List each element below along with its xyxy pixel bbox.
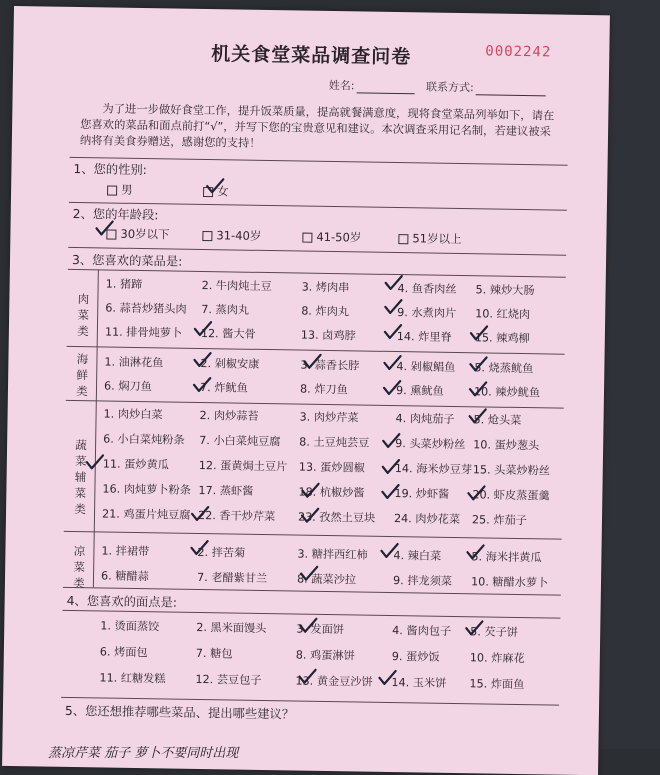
option-item[interactable]: 3. 发面饼: [296, 622, 345, 637]
q5-label: 5、您还想推荐哪些菜品、提出哪些建议？: [64, 703, 295, 722]
q4-label: 4、您喜欢的面点是:: [66, 593, 178, 610]
check-mark-icon: [464, 619, 484, 637]
option-item[interactable]: 5. 芡子饼: [470, 625, 519, 639]
option-item[interactable]: 13. 黄金豆沙饼: [295, 674, 373, 689]
option-item[interactable]: 3. 糖拌西红柿: [297, 547, 368, 562]
option-item[interactable]: 11. 排骨炖萝卜: [104, 325, 183, 340]
check-mark-icon: [205, 177, 225, 195]
contact-line: [329, 77, 554, 97]
option-item[interactable]: 6. 小白菜炖粉条: [103, 432, 185, 447]
option-item[interactable]: 21. 鸡蛋片炖豆腐: [101, 507, 191, 522]
option-item[interactable]: 6. 蒜苔炒猪头肉: [105, 301, 187, 316]
check-mark-icon: [381, 458, 401, 476]
option-item[interactable]: 4. 酱肉包子: [392, 624, 452, 638]
option-item[interactable]: 8. 蔬菜沙拉: [296, 572, 357, 587]
option-item[interactable]: 25. 炸茄子: [471, 513, 528, 528]
option-item[interactable]: 5. 炝头菜: [473, 413, 522, 428]
option-item[interactable]: 13. 卤鸡脖: [300, 328, 356, 343]
option-item[interactable]: 4. 辣白菜: [393, 549, 442, 563]
option-item[interactable]: 4. 剁椒鲳鱼: [396, 360, 456, 374]
option-item[interactable]: 24. 肉炒花菜: [393, 512, 461, 527]
q2-option-4[interactable]: 51岁以上: [398, 230, 461, 247]
check-mark-icon: [192, 351, 212, 369]
option-item[interactable]: 9. 蛋炒饭: [391, 650, 440, 664]
option-item[interactable]: 4. 肉炖茄子: [395, 412, 455, 426]
option-item[interactable]: 14. 炸里脊: [396, 330, 452, 344]
serial-number: 0002242: [485, 43, 552, 61]
category-vegetables: 蔬菜辅菜类: [74, 438, 87, 517]
check-mark-icon: [302, 353, 322, 371]
survey-paper: [2, 6, 610, 775]
option-item[interactable]: 5. 海米拌黄瓜: [471, 550, 542, 565]
q2-option-1[interactable]: 30岁以下: [106, 225, 169, 242]
option-item[interactable]: 9. 水煮肉片: [397, 306, 457, 320]
option-item[interactable]: 8. 土豆炖芸豆: [299, 435, 370, 450]
q1-option-female[interactable]: 女: [203, 183, 229, 199]
check-mark-icon: [189, 539, 209, 557]
check-mark-icon: [300, 507, 320, 525]
option-item[interactable]: 10. 糖醋水萝卜: [470, 575, 549, 590]
checkbox[interactable]: [302, 232, 312, 242]
option-item[interactable]: 3. 肉炒芹菜: [299, 410, 359, 425]
check-mark-icon: [300, 482, 320, 500]
option-item[interactable]: 16. 肉炖萝卜粉条: [102, 482, 192, 497]
option-item[interactable]: 7. 炸鱿鱼: [199, 380, 248, 395]
check-mark-icon: [382, 379, 402, 397]
option-item[interactable]: 7. 糖包: [195, 646, 233, 661]
option-item[interactable]: 17. 蒸虾酱: [198, 483, 254, 498]
option-item[interactable]: 12. 蛋黄焗土豆片: [198, 458, 288, 474]
option-item[interactable]: 1. 猪蹄: [105, 277, 143, 292]
option-item[interactable]: 1. 烫面蒸饺: [100, 619, 160, 634]
option-item[interactable]: 14. 玉米饼: [391, 676, 447, 690]
check-mark-icon: [379, 542, 399, 560]
check-mark-icon: [382, 354, 402, 372]
form-title: 机关食堂菜品调查问卷: [211, 43, 412, 69]
option-item[interactable]: 9. 熏鱿鱼: [395, 384, 444, 398]
option-item[interactable]: 22. 香干炒芹菜: [197, 508, 276, 524]
option-item[interactable]: 13. 蛋炒圆椒: [298, 460, 365, 475]
option-item[interactable]: 3. 烤肉串: [301, 280, 350, 295]
check-mark-icon: [192, 376, 212, 394]
option-item[interactable]: 20. 虾皮蒸蛋羹: [472, 488, 550, 503]
option-item[interactable]: 9. 头菜炒粉丝: [395, 437, 466, 452]
check-mark-icon: [383, 298, 403, 316]
option-item[interactable]: 10. 蛋炒葱头: [473, 438, 540, 453]
q1-label: 1、您的性别:: [73, 161, 148, 178]
option-item[interactable]: 19. 炒虾酱: [394, 487, 450, 501]
option-item[interactable]: 7. 老醋紫甘兰: [196, 570, 268, 586]
check-mark-icon: [468, 355, 488, 373]
check-mark-icon: [190, 505, 210, 523]
option-item[interactable]: 1. 油淋花鱼: [104, 355, 164, 370]
category-seafood: 海鲜类: [76, 352, 89, 399]
q2-option-2[interactable]: 31-40岁: [202, 227, 261, 244]
option-item[interactable]: 2. 肉炒蒜苔: [199, 408, 259, 423]
check-mark-icon: [380, 483, 400, 501]
option-item[interactable]: 12. 芸豆包子: [195, 672, 262, 687]
option-item[interactable]: 11. 红糖发糕: [99, 671, 166, 686]
option-item[interactable]: 12. 酱大骨: [200, 326, 256, 341]
check-mark-icon: [465, 543, 485, 561]
category-meat: 肉菜类: [77, 292, 90, 339]
contact-field[interactable]: [476, 94, 546, 96]
check-mark-icon: [299, 565, 319, 583]
q5-handwritten-answer[interactable]: 蒸凉芹菜 茄子 萝卜不要同时出现: [48, 746, 239, 761]
check-mark-icon: [85, 453, 105, 471]
option-item[interactable]: 15. 辣鸡柳: [474, 331, 530, 346]
check-mark-icon: [94, 219, 114, 237]
option-item[interactable]: 6. 烤面包: [99, 645, 148, 660]
option-item[interactable]: 6. 糖醋蒜: [100, 569, 149, 584]
option-item[interactable]: 10. 辣炒鱿鱼: [473, 385, 541, 400]
check-mark-icon: [297, 668, 317, 686]
option-item[interactable]: 8. 炸刀鱼: [299, 382, 348, 397]
option-item[interactable]: 3. 蒜香长脖: [300, 358, 360, 373]
option-item[interactable]: 15. 头菜炒粉丝: [472, 463, 551, 478]
option-item[interactable]: 6. 焖刀鱼: [103, 379, 152, 394]
option-item[interactable]: 18. 杭椒炒酱: [298, 485, 365, 500]
category-cold-dishes: 凉菜类: [73, 544, 86, 591]
category-column-divider: [93, 269, 99, 587]
background-right: [600, 0, 660, 749]
check-mark-icon: [381, 432, 401, 450]
option-item[interactable]: 2. 拌苦菊: [197, 545, 246, 560]
option-item[interactable]: 7. 小白菜炖豆腐: [199, 433, 281, 449]
option-item[interactable]: 11. 蛋炒黄瓜: [102, 457, 170, 472]
option-item[interactable]: 4. 鱼香肉丝: [397, 282, 457, 296]
option-item[interactable]: 10. 红烧肉: [475, 307, 531, 322]
table-top: [68, 269, 566, 278]
check-mark-icon: [383, 323, 403, 341]
q2-option-3[interactable]: 41-50岁: [302, 229, 361, 246]
option-item[interactable]: 5. 辣炒大肠: [475, 283, 535, 298]
check-mark-icon: [377, 669, 397, 687]
option-item[interactable]: 9. 拌龙须菜: [392, 574, 453, 588]
option-item[interactable]: 5. 烧蒸鱿鱼: [474, 361, 534, 376]
option-item[interactable]: 10. 炸麻花: [469, 651, 525, 666]
check-mark-icon: [298, 617, 318, 635]
check-mark-icon: [193, 320, 213, 338]
q1-option-male[interactable]: 男: [107, 181, 133, 197]
q3-label: 3、您喜欢的菜品是:: [71, 252, 183, 269]
check-mark-icon: [466, 484, 486, 502]
checkbox[interactable]: [202, 230, 212, 240]
check-mark-icon: [468, 380, 488, 398]
divider: [64, 531, 562, 540]
option-item[interactable]: 2. 黑米面馒头: [196, 620, 267, 636]
option-item[interactable]: 2. 牛肉炖土豆: [201, 278, 272, 294]
check-mark-icon: [384, 274, 404, 292]
checkbox[interactable]: [107, 185, 117, 195]
option-item[interactable]: 7. 蒸肉丸: [201, 302, 250, 317]
name-field[interactable]: [356, 92, 414, 94]
check-mark-icon: [469, 324, 489, 342]
q2-label: 2、您的年龄段:: [72, 206, 159, 223]
option-item[interactable]: 15. 炸面鱼: [469, 677, 525, 692]
option-item[interactable]: 23. 孜然土豆块: [297, 510, 376, 525]
intro-text: 为了进一步做好食堂工作，提升饭菜质量，提高就餐满意度，现将食堂菜品列举如下，请在您喜欢的菜品和面点前打“√”，并写下您的宝贵意见和建议。本次调查采用记名制，若建议被采纳将有美食券赠送，感谢您的支持！: [79, 102, 555, 150]
contact-label: 联系方式:: [425, 80, 474, 95]
name-label: 姓名:: [328, 78, 355, 93]
option-item[interactable]: 8. 鸡蛋淋饼: [295, 648, 355, 663]
check-mark-icon: [467, 407, 487, 425]
option-item[interactable]: 8. 炸肉丸: [301, 304, 350, 319]
option-item[interactable]: 14. 海米炒豆芽: [394, 462, 473, 477]
option-item[interactable]: 1. 肉炒白菜: [103, 407, 163, 422]
checkbox[interactable]: [398, 234, 408, 244]
option-item[interactable]: 2. 剁椒安康: [200, 356, 260, 371]
option-item[interactable]: 1. 拌裙带: [101, 544, 150, 559]
